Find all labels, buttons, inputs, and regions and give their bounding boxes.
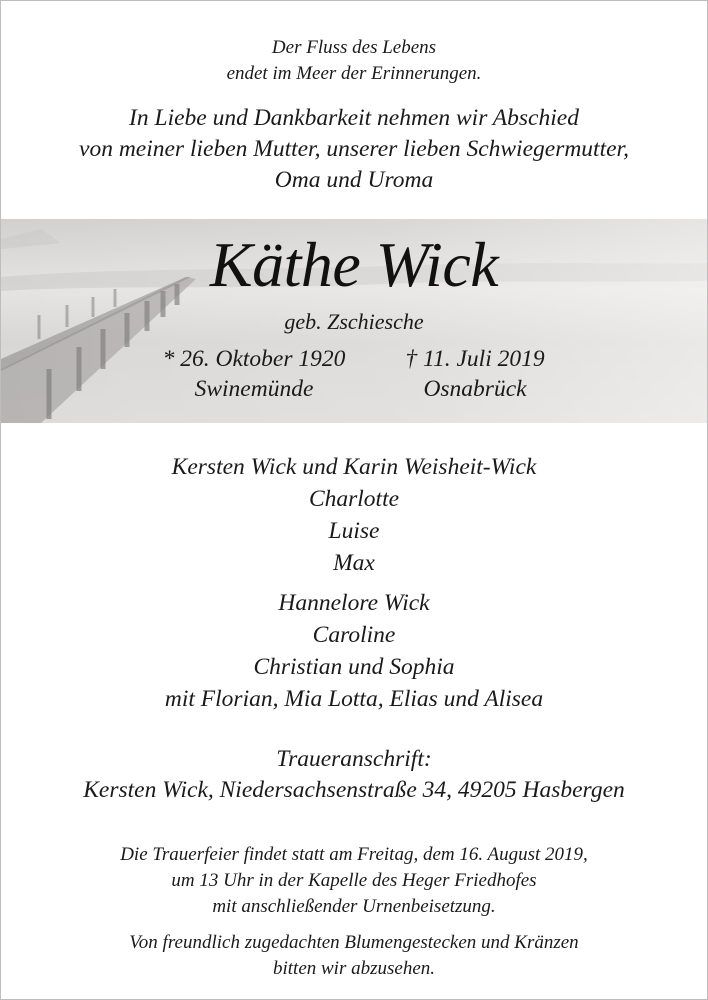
intro-line-3: Oma und Uroma [274, 167, 434, 193]
deceased-name: Käthe Wick [209, 229, 499, 300]
mourner-line: Caroline [312, 622, 396, 648]
service-line-2: um 13 Uhr in der Kapelle des Heger Friedhofes [171, 870, 537, 891]
death-place: Osnabrück [423, 376, 527, 402]
mourner-line: mit Florian, Mia Lotta, Elias und Alisea [164, 686, 544, 712]
mourner-line: Luise [328, 518, 380, 544]
birth-place: Swinemünde [194, 376, 314, 402]
mourning-address [1, 744, 707, 806]
service-line-1: Die Trauerfeier findet statt am Freitag, dem 16. August 2019, [120, 844, 588, 865]
mourner-line: Hannelore Wick [278, 590, 430, 616]
mourners-group-1 [1, 451, 707, 579]
motto-line-2: endet im Meer der Erinnerungen. [226, 63, 482, 84]
address-label: Traueranschrift: [276, 746, 432, 772]
intro-line-1: In Liebe und Dankbarkeit nehmen wir Abschied [129, 105, 579, 131]
flowers-line-2: bitten wir abzusehen. [272, 958, 436, 979]
intro-text [1, 103, 707, 196]
flowers-line-1: Von freundlich zugedachten Blumengestecken und Kränzen [129, 932, 579, 953]
mourner-line: Christian und Sophia [253, 654, 455, 680]
address-value: Kersten Wick, Niedersachsenstraße 34, 49205 Hasbergen [83, 777, 625, 803]
death-info [359, 344, 591, 404]
mourners-group-2 [1, 587, 707, 715]
intro-line-2: von meiner lieben Mutter, unserer lieben Schwiegermutter, [79, 136, 629, 162]
motto [1, 35, 707, 87]
mourner-line: Kersten Wick und Karin Weisheit-Wick [171, 454, 537, 480]
funeral-service-info [1, 842, 707, 920]
birth-name: geb. Zschiesche [284, 309, 424, 334]
birth-info [139, 344, 369, 404]
death-date: † 11. Juli 2019 [405, 346, 545, 372]
birth-date: * 26. Oktober 1920 [162, 346, 346, 372]
flowers-note [1, 930, 707, 982]
mourner-line: Charlotte [308, 486, 400, 512]
service-line-3: mit anschließender Urnenbeisetzung. [212, 896, 496, 917]
mourner-line: Max [333, 550, 375, 576]
motto-line-1: Der Fluss des Lebens [271, 37, 437, 58]
